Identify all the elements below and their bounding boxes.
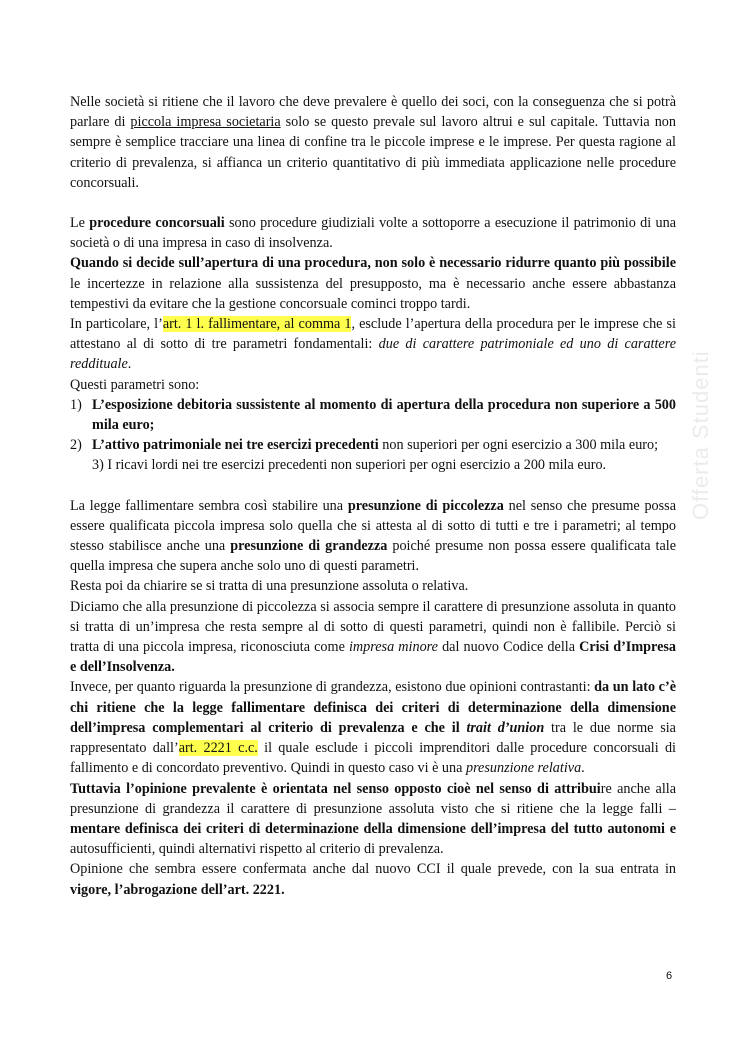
list-text: L’esposizione debitoria sussistente al momento di apertura della procedura non superiore a 500 mila euro; <box>92 396 676 434</box>
highlighted-reference: art. 2221 c.c. <box>178 740 258 757</box>
highlighted-reference: art. 1 l. fallimentare, al comma 1 <box>162 316 352 333</box>
text: , esclude l’apertura della procedura per le imprese che si attestano al di sotto di tre parametri fondamentali: <box>70 316 676 353</box>
text: dal nuovo Codice della <box>437 639 580 656</box>
text: solo se questo prevale sul lavoro altrui e sul capitale. Tuttavia non sempre è semplice tracciare una linea di confine tra le piccole imprese e le imprese. Per questa ragione al criterio di prevalenza, si affianca un criterio quantitativo di più immediata applicazione nelle procedure concorsuali. <box>70 114 676 191</box>
italic-text: impresa minore <box>348 639 438 656</box>
bold-text: vigore, l’abrogazione dell’art. 2221. <box>70 881 285 898</box>
text: Le <box>70 215 90 232</box>
italic-term: trait d’union <box>466 719 545 736</box>
list-number: 2) <box>70 437 82 454</box>
text: re anche alla presunzione di grandezza il carattere di presunzione assoluta visto che si ritiene che la legge falli – <box>70 780 676 817</box>
paragraph-11 <box>70 859 676 899</box>
text: poiché presume non possa essere qualificata tale quella impresa che supera anche solo uno di questi parametri. <box>70 538 676 575</box>
bold-text: L’attivo patrimoniale nei tre esercizi precedenti <box>92 437 379 454</box>
text: tra le due norme sia rappresentato dall’ <box>70 719 676 757</box>
list-item-1 <box>70 395 676 435</box>
bold-term: presunzione di piccolezza <box>347 497 504 514</box>
paragraph-9 <box>70 677 676 778</box>
bold-term: presunzione di grandezza <box>230 538 388 555</box>
bold-text: Tuttavia l’opinione prevalente è orientata nel senso opposto cioè nel senso di attribui <box>70 780 601 797</box>
paragraph-6 <box>70 496 676 577</box>
paragraph-5: Questi parametri sono: <box>70 376 200 393</box>
text: In particolare, l’ <box>70 316 163 333</box>
paragraph-3 <box>70 253 676 314</box>
text: . <box>581 760 585 777</box>
text: Nelle società si ritiene che il lavoro che deve prevalere è quello dei soci, con la conseguenza che si potrà parlare di <box>70 94 676 131</box>
italic-text: due di carattere patrimoniale ed uno di carattere reddituale <box>70 336 677 373</box>
paragraph-7: Resta poi da chiarire se si tratta di una presunzione assoluta o relativa. <box>70 578 469 595</box>
italic-text: presunzione relativa <box>465 760 582 777</box>
text: Opinione che sembra essere confermata anche dal nuovo CCI il quale prevede, con la sua entrata in <box>70 861 676 878</box>
text: sono procedure giudiziali volte a sottoporre a esecuzione il patrimonio di una società o di una impresa in caso di insolvenza. <box>70 215 676 252</box>
bold-text: Quando si decide sull’apertura di una procedura, non solo è necessario ridurre quanto più possibile <box>70 255 676 272</box>
paragraph-2 <box>70 213 676 253</box>
bold-text: da un lato c’è chi ritiene che la legge fallimentare definisca dei criteri di determinazione della dimensione dell’impresa complementari al criterio di prevalenza e che il <box>70 679 676 736</box>
text: le incertezze in relazione alla sussistenza del presupposto, ma è necessario anche essere abbastanza tempestivi da evitare che la gestione concorsuale cominci troppo tardi. <box>70 275 676 312</box>
text: . <box>127 356 132 373</box>
paragraph-1 <box>70 92 676 193</box>
text: nel senso che presume possa essere qualificata piccola impresa solo quella che si attesta al di sotto di tutti e tre i parametri; al tempo stesso stabilisce anche una <box>70 497 676 555</box>
list-item-2 <box>70 435 676 455</box>
bold-term: procedure concorsuali <box>89 215 225 232</box>
paragraph-8 <box>70 597 676 678</box>
document-body <box>70 92 676 900</box>
text: il quale esclude i piccoli imprenditori dalle procedure concorsuali di fallimento e di concordato preventivo. Quindi in questo caso vi è una <box>70 740 676 777</box>
underlined-term: piccola impresa societaria <box>130 114 281 131</box>
list-number: 1) <box>70 396 82 413</box>
watermark: Offerta Studenti <box>688 350 713 520</box>
text: Diciamo che alla presunzione di piccolezza si associa sempre il carattere di presunzione assoluta in quanto si tratta di un’impresa che resta sempre al di sotto di questi parametri, quindi non è fallibile. Perciò si tratta di una piccola impresa, riconosciuta come <box>70 598 676 656</box>
text: non superiori per ogni esercizio a 300 mila euro; <box>378 437 659 454</box>
page-number: 6 <box>666 970 673 982</box>
text: Invece, per quanto riguarda la presunzione di grandezza, esistono due opinioni contrastanti: <box>70 679 595 696</box>
paragraph-10 <box>70 779 676 860</box>
bold-text: mentare definisca dei criteri di determinazione della dimensione dell’impresa del tutto autonomi e <box>70 820 676 837</box>
text: La legge fallimentare sembra così stabilire una <box>70 497 348 514</box>
paragraph-4 <box>70 314 676 375</box>
list-item-3: 3) I ricavi lordi nei tre esercizi precedenti non superiori per ogni esercizio a 200 mila euro. <box>92 457 607 474</box>
bold-text: Crisi d’Impresa e dell’Insolvenza. <box>70 639 676 676</box>
text: autosufficienti, quindi alternativi rispetto al criterio di prevalenza. <box>70 841 444 858</box>
